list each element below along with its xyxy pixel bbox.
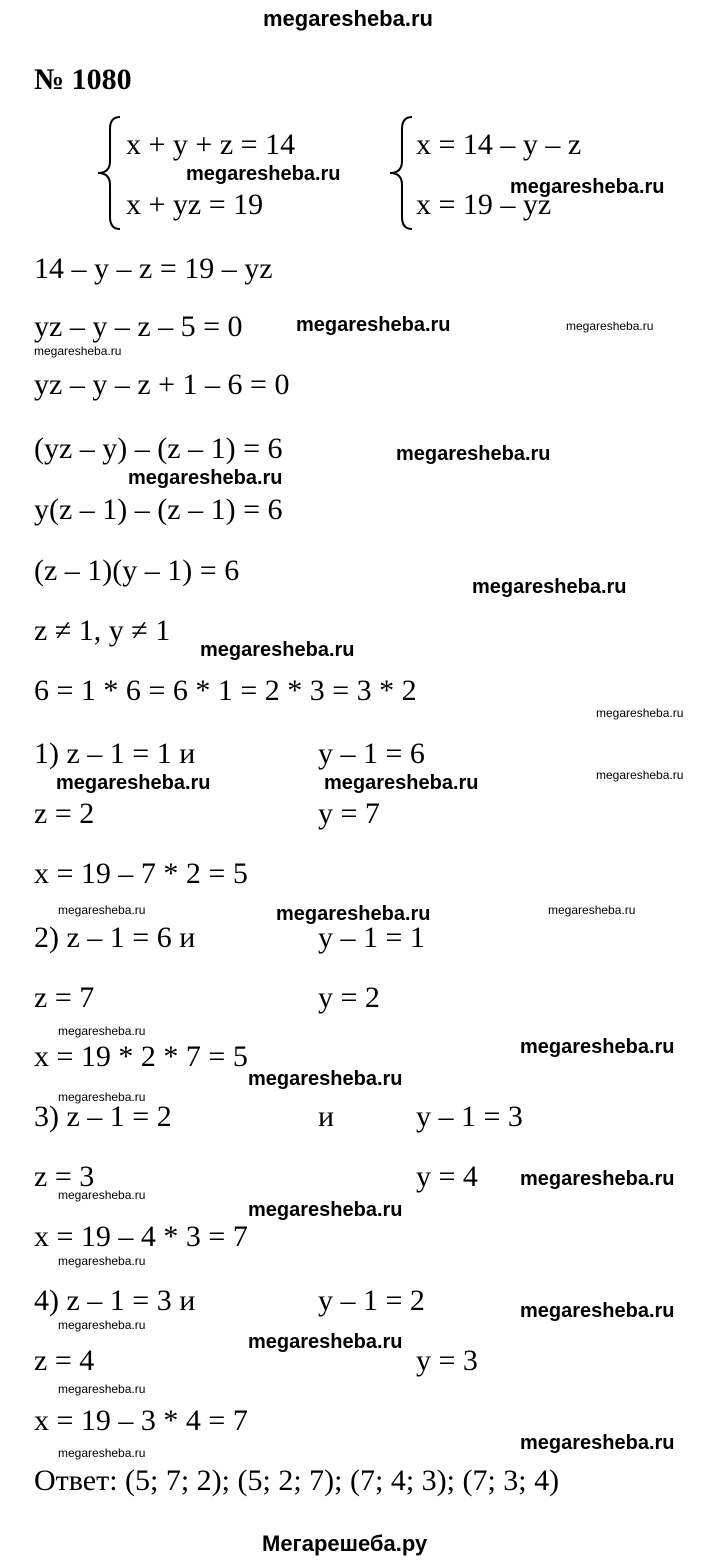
case-x-value: x = 19 – 3 * 4 = 7 bbox=[34, 1404, 248, 1437]
header-site-name: megaresheba.ru bbox=[263, 6, 433, 31]
case-y-value: y = 4 bbox=[416, 1160, 478, 1193]
watermark: megaresheba.ru bbox=[58, 1446, 146, 1460]
case-condition-y: y – 1 = 2 bbox=[318, 1284, 425, 1317]
system1-eq2: x + yz = 19 bbox=[126, 188, 264, 221]
derivation-line: z ≠ 1, y ≠ 1 bbox=[34, 614, 171, 647]
left-brace-icon bbox=[384, 115, 414, 233]
watermark: megaresheba.ru bbox=[472, 576, 627, 598]
system2-eq1: x = 14 – y – z bbox=[416, 128, 582, 161]
watermark: megaresheba.ru bbox=[396, 443, 551, 465]
case-condition: 1) z – 1 = 1 и bbox=[34, 737, 196, 770]
watermark: megaresheba.ru bbox=[128, 467, 283, 489]
case-condition-y: y – 1 = 1 bbox=[318, 921, 425, 954]
watermark: megaresheba.ru bbox=[548, 903, 636, 917]
case-condition: 2) z – 1 = 6 и bbox=[34, 921, 196, 954]
answer-line: Ответ: (5; 7; 2); (5; 2; 7); (7; 4; 3); (7; 3; 4) bbox=[34, 1464, 560, 1497]
watermark: megaresheba.ru bbox=[58, 1090, 146, 1104]
watermark: megaresheba.ru bbox=[186, 163, 341, 185]
watermark: megaresheba.ru bbox=[520, 1432, 675, 1454]
watermark: megaresheba.ru bbox=[58, 1318, 146, 1332]
case-x-value: x = 19 – 4 * 3 = 7 bbox=[34, 1220, 248, 1253]
watermark: megaresheba.ru bbox=[520, 1168, 675, 1190]
watermark: megaresheba.ru bbox=[248, 1331, 403, 1353]
derivation-line: 6 = 1 * 6 = 6 * 1 = 2 * 3 = 3 * 2 bbox=[34, 674, 417, 707]
watermark: megaresheba.ru bbox=[200, 639, 355, 661]
watermark: megaresheba.ru bbox=[248, 1068, 403, 1090]
system1-eq1: x + y + z = 14 bbox=[126, 128, 296, 161]
footer-site-name: Мегарешеба.ру bbox=[262, 1531, 428, 1556]
derivation-line: 14 – y – z = 19 – yz bbox=[34, 252, 273, 285]
case-condition-y: y – 1 = 6 bbox=[318, 737, 425, 770]
derivation-line: y(z – 1) – (z – 1) = 6 bbox=[34, 493, 283, 526]
watermark: megaresheba.ru bbox=[296, 314, 451, 336]
watermark: megaresheba.ru bbox=[510, 176, 665, 198]
case-condition-y: y – 1 = 3 bbox=[416, 1100, 523, 1133]
watermark: megaresheba.ru bbox=[58, 1254, 146, 1268]
watermark: megaresheba.ru bbox=[56, 772, 211, 794]
watermark: megaresheba.ru bbox=[596, 706, 684, 720]
case-condition: 3) z – 1 = 2 bbox=[34, 1100, 172, 1133]
case-y-value: y = 7 bbox=[318, 797, 380, 830]
watermark: megaresheba.ru bbox=[596, 768, 684, 782]
watermark: megaresheba.ru bbox=[248, 1199, 403, 1221]
case-y-value: y = 2 bbox=[318, 981, 380, 1014]
derivation-line: yz – y – z – 5 = 0 bbox=[34, 310, 243, 343]
watermark: megaresheba.ru bbox=[34, 344, 122, 358]
derivation-line: yz – y – z + 1 – 6 = 0 bbox=[34, 368, 290, 401]
derivation-line: (z – 1)(y – 1) = 6 bbox=[34, 554, 240, 587]
case-x-value: x = 19 * 2 * 7 = 5 bbox=[34, 1040, 248, 1073]
case-condition: 4) z – 1 = 3 и bbox=[34, 1284, 196, 1317]
watermark: megaresheba.ru bbox=[520, 1300, 675, 1322]
watermark: megaresheba.ru bbox=[58, 1188, 146, 1202]
case-z-value: z = 3 bbox=[34, 1160, 95, 1193]
watermark: megaresheba.ru bbox=[324, 772, 479, 794]
left-brace-icon bbox=[92, 115, 122, 233]
derivation-line: (yz – y) – (z – 1) = 6 bbox=[34, 432, 283, 465]
watermark: megaresheba.ru bbox=[58, 1024, 146, 1038]
watermark: megaresheba.ru bbox=[566, 319, 654, 333]
case-z-value: z = 7 bbox=[34, 981, 95, 1014]
case-x-value: x = 19 – 7 * 2 = 5 bbox=[34, 857, 248, 890]
watermark: megaresheba.ru bbox=[520, 1036, 675, 1058]
watermark: megaresheba.ru bbox=[276, 903, 431, 925]
system2-eq2: x = 19 – yz bbox=[416, 188, 552, 221]
case-z-value: z = 4 bbox=[34, 1344, 95, 1377]
watermark: megaresheba.ru bbox=[58, 1382, 146, 1396]
watermark: megaresheba.ru bbox=[58, 903, 146, 917]
task-number: № 1080 bbox=[34, 63, 132, 96]
case-z-value: z = 2 bbox=[34, 797, 95, 830]
case-y-value: y = 3 bbox=[416, 1344, 478, 1377]
case-and: и bbox=[318, 1100, 335, 1133]
